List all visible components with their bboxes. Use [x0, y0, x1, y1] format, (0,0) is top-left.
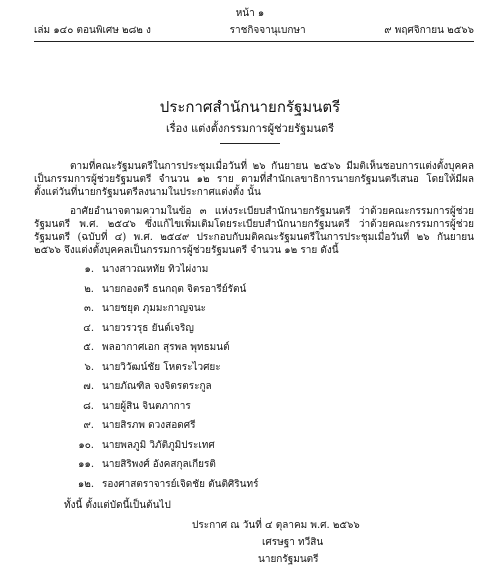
paragraph-2: อาศัยอำนาจตามความในข้อ ๓ แห่งระเบียบสำนักนายกรัฐมนตรี ว่าด้วยคณะกรรมการผู้ช่วยรัฐมนตรี พ.ศ. ๒๕๔๖ ซึ่งแก้ไขเพิ่มเติมโดยระเบียบสำนักนายกรัฐมนตรี ว่าด้วยคณะกรรมการผู้ช่วยรัฐมนตรี (ฉบับที่ ๔) พ.ศ. ๒๕๔๙ ประกอบกับมติคณะรัฐมนตรีในการประชุมเมื่อวันที่ ๒๖ กันยายน ๒๕๖๖ จึงแต่งตั้งบุคคลเป็นกรรมการผู้ช่วยรัฐมนตรี จำนวน ๑๒ ราย ดังนี้	[34, 206, 474, 256]
list-item: ๑๒. รองศาสตราจารย์เจิดชัย ตันติศิรินทร์	[77, 478, 259, 490]
list-item: ๕. พลอากาศเอก สุรพล พุทธมนต์	[83, 342, 230, 353]
document-body	[34, 160, 474, 512]
list-item: ๗. นายภัณฑิล จงจิตรตระกูล	[83, 381, 212, 392]
list-item: ๑๑. นายสิริพงศ์ อังคสกุลเกียรติ	[78, 459, 216, 470]
list-item: ๓. นายชยุต ภุมมะกาญจนะ	[83, 303, 207, 314]
list-item: ๘. นายผู้สิน จินตภาการ	[83, 400, 191, 412]
closing-statement: ทั้งนี้ ตั้งแต่บัดนี้เป็นต้นไป	[64, 500, 171, 511]
list-item: ๒. นายกองตรี ธนกฤต จิตรอารีย์รัตน์	[84, 283, 247, 295]
issue-date: ประกาศ ณ วันที่ ๔ ตุลาคม พ.ศ. ๒๕๖๖	[192, 520, 360, 531]
page-number: หน้า ๑	[235, 8, 265, 19]
list-item: ๑. นางสาวณหทัย ทิวไผ่งาม	[84, 264, 209, 275]
signatory-position: นายกรัฐมนตรี	[258, 554, 319, 565]
list-item: ๖. นายวิวัฒน์ชัย โหตระไวศยะ	[84, 361, 221, 373]
volume-info: เล่ม ๑๔๐ ตอนพิเศษ ๒๘๒ ง	[34, 25, 151, 36]
list-item: ๔. นายวรวรุธ ยันต์เจริญ	[83, 322, 194, 334]
document-subject: เรื่อง แต่งตั้งกรรมการผู้ช่วยรัฐมนตรี	[165, 122, 335, 135]
gazette-name: ราชกิจจานุเบกษา	[229, 25, 306, 36]
signatory-name: เศรษฐา ทวีสิน	[262, 537, 324, 548]
document-title: ประกาศสำนักนายกรัฐมนตรี	[159, 98, 341, 116]
title-divider	[220, 143, 280, 144]
paragraph-1: ตามที่คณะรัฐมนตรีในการประชุมเมื่อวันที่ ๒๖ กันยายน ๒๕๖๖ มีมติเห็นชอบการแต่งตั้งบุคคลเป็นกรรมการผู้ช่วยรัฐมนตรี จำนวน ๑๒ ราย ตามที่สำนักเลขาธิการนายกรัฐมนตรีเสนอ โดยให้มีผลตั้งแต่วันที่นายกรัฐมนตรีลงนามในประกาศแต่งตั้ง นั้น	[34, 161, 474, 198]
appointee-list	[34, 263, 474, 497]
list-item: ๑๐. นายพลภูมิ วิภัติภูมิประเทศ	[78, 439, 215, 451]
gazette-header	[34, 25, 474, 42]
list-item: ๙. นายสิรภพ ดวงสอดศรี	[83, 420, 196, 431]
publication-date: ๙ พฤศจิกายน ๒๕๖๖	[384, 25, 474, 36]
